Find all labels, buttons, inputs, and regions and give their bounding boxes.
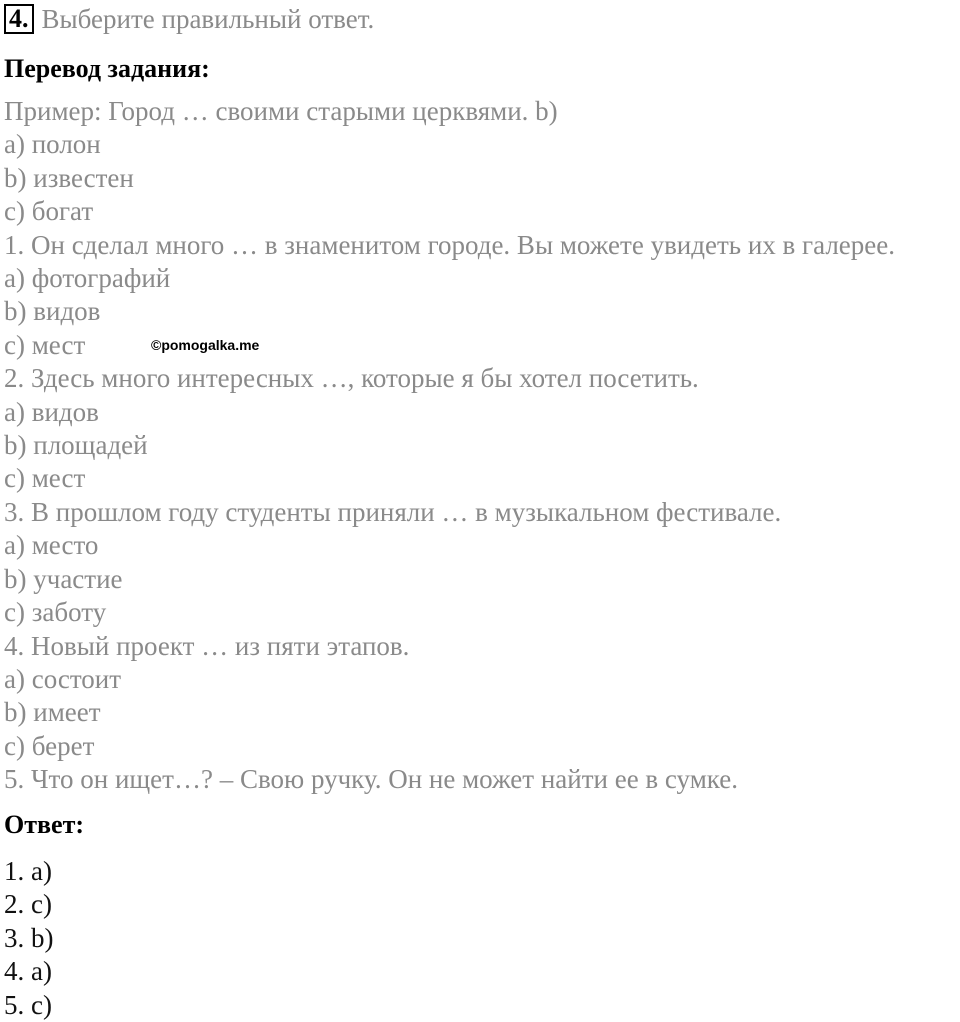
answer-list [4, 855, 54, 1022]
option-line: a) фотографий [4, 263, 171, 294]
option-line: c) заботу [4, 597, 107, 628]
question-line: 2. Здесь много интересных …, которые я бы хотел посетить. [4, 363, 699, 394]
translation-block [4, 95, 954, 797]
watermark: ©pomogalka.me [151, 337, 260, 353]
answer-item: 2. c) [4, 889, 52, 920]
option-line: b) площадей [4, 430, 148, 461]
task-number-box: 4. [4, 4, 34, 34]
example-line: Пример: Город … своими старыми церквями. b) [4, 96, 558, 126]
option-line: a) место [4, 530, 99, 561]
option-line: c) берет [4, 730, 95, 761]
question-line: 4. Новый проект … из пяти этапов. [4, 630, 410, 661]
answer-item: 1. a) [4, 856, 52, 886]
answer-item: 5. c) [4, 989, 52, 1020]
option-line: b) участие [4, 563, 123, 594]
option-line: a) видов [4, 396, 99, 427]
question-line: 5. Что он ищет…? – Свою ручку. Он не может найти ее в сумке. [4, 764, 738, 795]
answer-item: 3. b) [4, 922, 54, 953]
option-line: a) состоит [4, 663, 122, 694]
option-line: c) мест [4, 329, 86, 360]
task-header [4, 4, 374, 34]
translation-heading: Перевод задания: [4, 54, 210, 83]
option-line: b) видов [4, 296, 101, 327]
option-line: c) богат [4, 196, 94, 227]
option-line: a) полон [4, 129, 101, 160]
answer-item: 4. a) [4, 956, 52, 987]
option-line: b) известен [4, 162, 134, 193]
option-line: c) мест [4, 463, 86, 494]
question-line: 1. Он сделал много … в знаменитом городе. Вы можете увидеть их в галерее. [4, 229, 896, 260]
answer-heading: Ответ: [4, 810, 85, 839]
question-line: 3. В прошлом году студенты приняли … в музыкальном фестивале. [4, 496, 782, 527]
task-instruction: Выберите правильный ответ. [41, 4, 375, 34]
option-line: b) имеет [4, 697, 101, 728]
